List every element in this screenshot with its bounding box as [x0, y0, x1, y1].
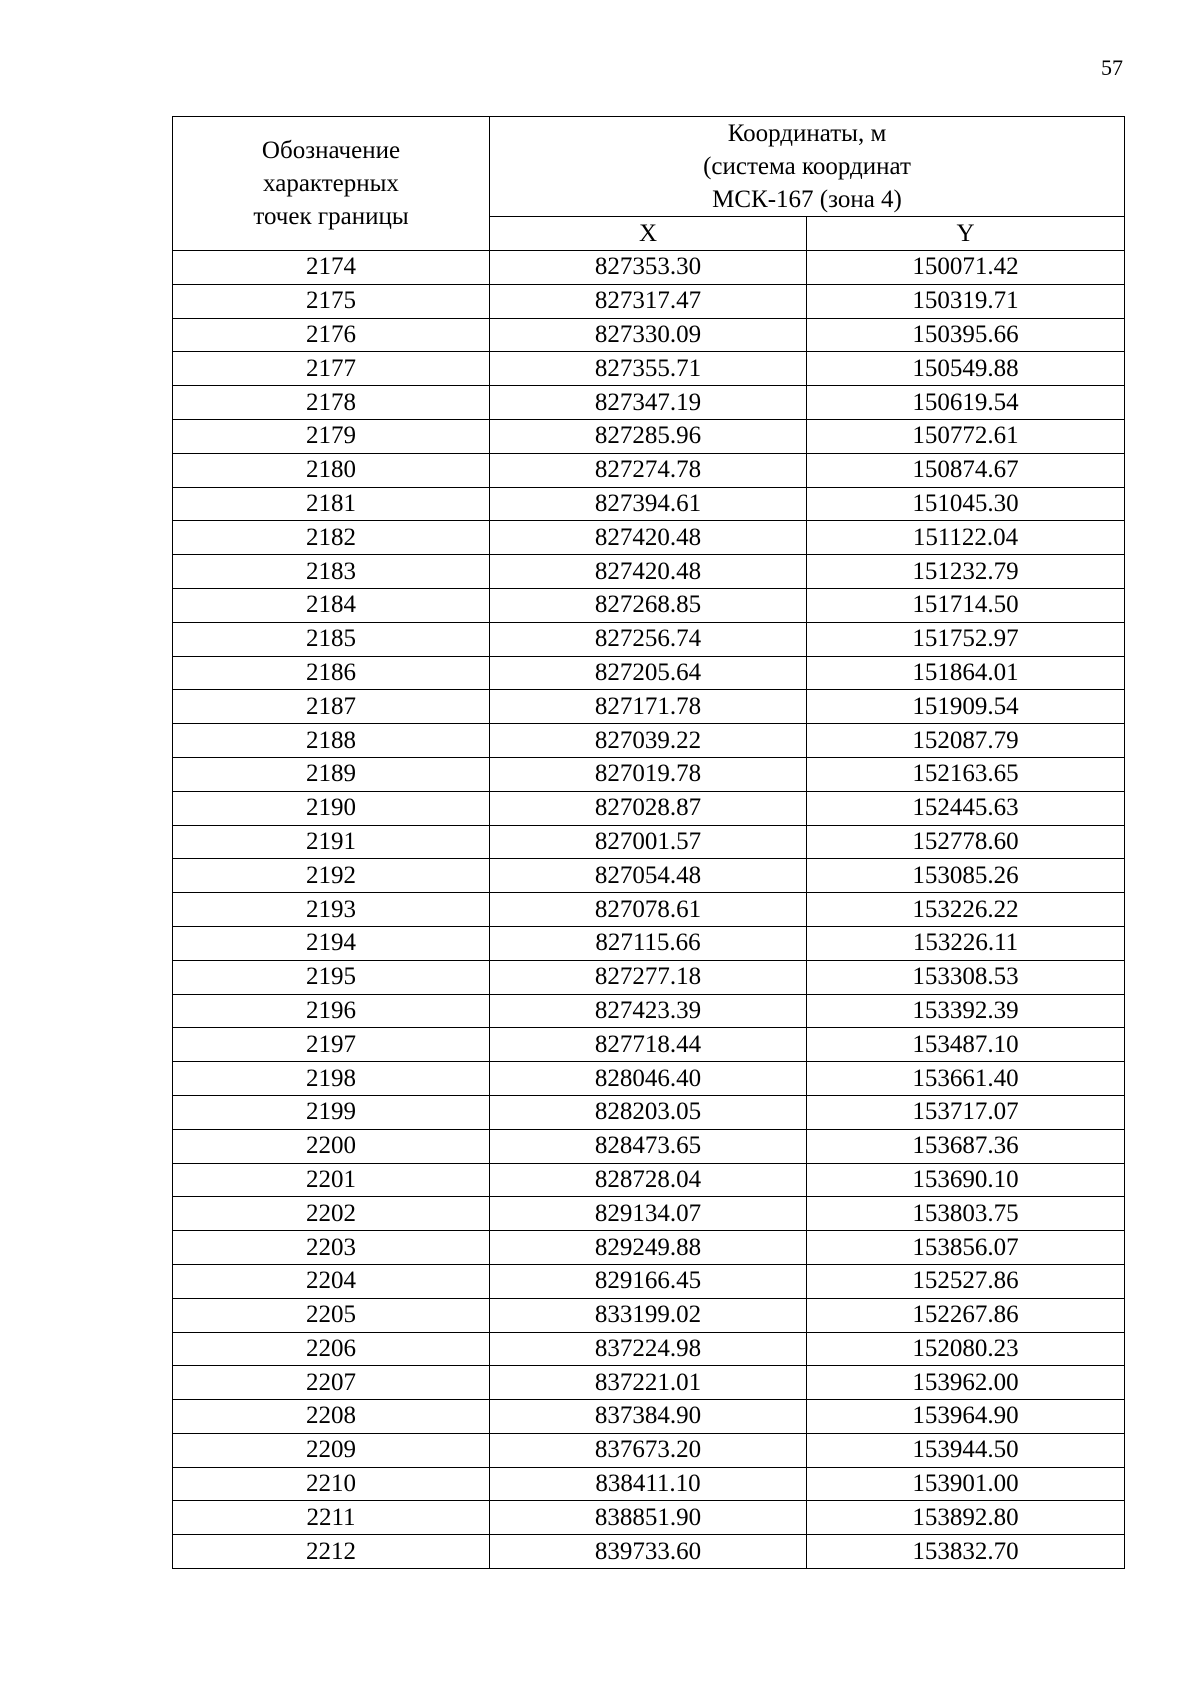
point-number-cell: 2201 — [173, 1163, 490, 1197]
x-coordinate-cell: 827274.78 — [490, 453, 807, 487]
table-row — [173, 859, 1125, 893]
coords-header-line: МСК-167 (зона 4) — [712, 186, 902, 213]
y-coordinate-cell: 153308.53 — [807, 960, 1125, 994]
y-coordinate-cell: 150772.61 — [807, 419, 1125, 453]
x-coordinate-cell: 827317.47 — [490, 284, 807, 318]
y-coordinate-cell: 153962.00 — [807, 1366, 1125, 1400]
x-coordinate-cell: 837221.01 — [490, 1366, 807, 1400]
y-coordinate-cell: 153856.07 — [807, 1231, 1125, 1265]
point-number-cell: 2178 — [173, 386, 490, 420]
point-number-cell: 2194 — [173, 926, 490, 960]
point-header-line: Обозначение — [261, 137, 401, 164]
table-row — [173, 926, 1125, 960]
y-coordinate-cell: 153085.26 — [807, 859, 1125, 893]
y-column-header: Y — [807, 217, 1125, 251]
x-coordinate-cell: 827078.61 — [490, 893, 807, 927]
point-number-cell: 2182 — [173, 521, 490, 555]
x-coordinate-cell: 837673.20 — [490, 1433, 807, 1467]
y-coordinate-cell: 151714.50 — [807, 588, 1125, 622]
x-coordinate-cell: 838411.10 — [490, 1467, 807, 1501]
table-row — [173, 352, 1125, 386]
point-number-cell: 2209 — [173, 1433, 490, 1467]
point-number-cell: 2189 — [173, 757, 490, 791]
coords-header-line: (система координат — [703, 153, 911, 180]
x-coordinate-cell: 827001.57 — [490, 825, 807, 859]
y-coordinate-cell: 150549.88 — [807, 352, 1125, 386]
point-number-cell: 2195 — [173, 960, 490, 994]
x-coordinate-cell: 828203.05 — [490, 1095, 807, 1129]
table-row — [173, 284, 1125, 318]
point-number-cell: 2185 — [173, 622, 490, 656]
table-header — [173, 117, 1125, 251]
point-number-cell: 2197 — [173, 1028, 490, 1062]
table-row — [173, 1467, 1125, 1501]
table-row — [173, 487, 1125, 521]
point-number-cell: 2203 — [173, 1231, 490, 1265]
point-number-cell: 2205 — [173, 1298, 490, 1332]
y-coordinate-cell: 152163.65 — [807, 757, 1125, 791]
point-number-cell: 2180 — [173, 453, 490, 487]
y-coordinate-cell: 151752.97 — [807, 622, 1125, 656]
x-coordinate-cell: 827268.85 — [490, 588, 807, 622]
table-row — [173, 419, 1125, 453]
x-coordinate-cell: 827420.48 — [490, 521, 807, 555]
y-coordinate-cell: 152778.60 — [807, 825, 1125, 859]
x-coordinate-cell: 827115.66 — [490, 926, 807, 960]
point-number-cell: 2177 — [173, 352, 490, 386]
table-row — [173, 1129, 1125, 1163]
table-row — [173, 1298, 1125, 1332]
y-coordinate-cell: 153717.07 — [807, 1095, 1125, 1129]
point-designation-header — [173, 117, 490, 251]
y-coordinate-cell: 153661.40 — [807, 1062, 1125, 1096]
table-row — [173, 453, 1125, 487]
x-coordinate-cell: 827019.78 — [490, 757, 807, 791]
point-number-cell: 2210 — [173, 1467, 490, 1501]
y-coordinate-cell: 153832.70 — [807, 1535, 1125, 1569]
y-coordinate-cell: 153690.10 — [807, 1163, 1125, 1197]
point-number-cell: 2196 — [173, 994, 490, 1028]
point-number-cell: 2198 — [173, 1062, 490, 1096]
point-header-line: характерных — [263, 170, 399, 197]
point-number-cell: 2183 — [173, 555, 490, 589]
y-coordinate-cell: 151045.30 — [807, 487, 1125, 521]
table-row — [173, 588, 1125, 622]
point-number-cell: 2186 — [173, 656, 490, 690]
point-number-cell: 2184 — [173, 588, 490, 622]
table-row — [173, 251, 1125, 285]
table-row — [173, 1501, 1125, 1535]
x-coordinate-cell: 827353.30 — [490, 251, 807, 285]
y-coordinate-cell: 151122.04 — [807, 521, 1125, 555]
table-row — [173, 893, 1125, 927]
x-coordinate-cell: 829249.88 — [490, 1231, 807, 1265]
x-coordinate-cell: 827039.22 — [490, 724, 807, 758]
y-coordinate-cell: 153944.50 — [807, 1433, 1125, 1467]
y-coordinate-cell: 153803.75 — [807, 1197, 1125, 1231]
table-row — [173, 757, 1125, 791]
table-row — [173, 1028, 1125, 1062]
y-coordinate-cell: 150071.42 — [807, 251, 1125, 285]
y-coordinate-cell: 153226.22 — [807, 893, 1125, 927]
x-coordinate-cell: 828728.04 — [490, 1163, 807, 1197]
table-row — [173, 1197, 1125, 1231]
x-coordinate-cell: 828473.65 — [490, 1129, 807, 1163]
point-number-cell: 2192 — [173, 859, 490, 893]
page-number: 57 — [1101, 55, 1123, 80]
x-coordinate-cell: 829166.45 — [490, 1264, 807, 1298]
point-number-cell: 2191 — [173, 825, 490, 859]
table-row — [173, 825, 1125, 859]
y-coordinate-cell: 153892.80 — [807, 1501, 1125, 1535]
point-number-cell: 2179 — [173, 419, 490, 453]
x-coordinate-cell: 827394.61 — [490, 487, 807, 521]
x-coordinate-cell: 827256.74 — [490, 622, 807, 656]
table-row — [173, 1264, 1125, 1298]
x-column-header: X — [490, 217, 807, 251]
table-row — [173, 521, 1125, 555]
x-coordinate-cell: 839733.60 — [490, 1535, 807, 1569]
x-coordinate-cell: 837384.90 — [490, 1400, 807, 1434]
table-row — [173, 1163, 1125, 1197]
table-row — [173, 555, 1125, 589]
y-coordinate-cell: 152445.63 — [807, 791, 1125, 825]
coordinates-header — [490, 117, 1125, 217]
y-coordinate-cell: 150874.67 — [807, 453, 1125, 487]
x-coordinate-cell: 833199.02 — [490, 1298, 807, 1332]
point-number-cell: 2211 — [173, 1501, 490, 1535]
table-row — [173, 656, 1125, 690]
x-coordinate-cell: 827205.64 — [490, 656, 807, 690]
x-coordinate-cell: 827028.87 — [490, 791, 807, 825]
y-coordinate-cell: 152087.79 — [807, 724, 1125, 758]
y-coordinate-cell: 153687.36 — [807, 1129, 1125, 1163]
table-row — [173, 1366, 1125, 1400]
table-row — [173, 1062, 1125, 1096]
table-row — [173, 386, 1125, 420]
point-number-cell: 2208 — [173, 1400, 490, 1434]
table-row — [173, 791, 1125, 825]
x-coordinate-cell: 827054.48 — [490, 859, 807, 893]
table-body — [173, 251, 1125, 1569]
table-row — [173, 1332, 1125, 1366]
x-coordinate-cell: 829134.07 — [490, 1197, 807, 1231]
point-number-cell: 2204 — [173, 1264, 490, 1298]
y-coordinate-cell: 151864.01 — [807, 656, 1125, 690]
x-coordinate-cell: 837224.98 — [490, 1332, 807, 1366]
y-coordinate-cell: 150319.71 — [807, 284, 1125, 318]
x-coordinate-cell: 827277.18 — [490, 960, 807, 994]
table-row — [173, 690, 1125, 724]
coords-header-line: Координаты, м — [727, 120, 887, 147]
y-coordinate-cell: 151232.79 — [807, 555, 1125, 589]
y-coordinate-cell: 153901.00 — [807, 1467, 1125, 1501]
y-coordinate-cell: 153964.90 — [807, 1400, 1125, 1434]
point-number-cell: 2188 — [173, 724, 490, 758]
y-coordinate-cell: 152267.86 — [807, 1298, 1125, 1332]
point-number-cell: 2206 — [173, 1332, 490, 1366]
x-coordinate-cell: 827420.48 — [490, 555, 807, 589]
coordinates-table — [172, 116, 1125, 1569]
y-coordinate-cell: 153392.39 — [807, 994, 1125, 1028]
point-number-cell: 2174 — [173, 251, 490, 285]
y-coordinate-cell: 152080.23 — [807, 1332, 1125, 1366]
table-row — [173, 1231, 1125, 1265]
x-coordinate-cell: 828046.40 — [490, 1062, 807, 1096]
table-row — [173, 724, 1125, 758]
table-row — [173, 960, 1125, 994]
x-coordinate-cell: 827347.19 — [490, 386, 807, 420]
point-number-cell: 2190 — [173, 791, 490, 825]
table-row — [173, 1535, 1125, 1569]
point-number-cell: 2176 — [173, 318, 490, 352]
x-coordinate-cell: 827330.09 — [490, 318, 807, 352]
table-row — [173, 1400, 1125, 1434]
y-coordinate-cell: 153226.11 — [807, 926, 1125, 960]
table-row — [173, 1095, 1125, 1129]
table-row — [173, 994, 1125, 1028]
x-coordinate-cell: 838851.90 — [490, 1501, 807, 1535]
point-number-cell: 2202 — [173, 1197, 490, 1231]
point-number-cell: 2212 — [173, 1535, 490, 1569]
point-number-cell: 2175 — [173, 284, 490, 318]
y-coordinate-cell: 151909.54 — [807, 690, 1125, 724]
table-row — [173, 622, 1125, 656]
point-number-cell: 2193 — [173, 893, 490, 927]
x-coordinate-cell: 827718.44 — [490, 1028, 807, 1062]
point-number-cell: 2200 — [173, 1129, 490, 1163]
x-coordinate-cell: 827171.78 — [490, 690, 807, 724]
y-coordinate-cell: 150619.54 — [807, 386, 1125, 420]
x-coordinate-cell: 827423.39 — [490, 994, 807, 1028]
point-number-cell: 2207 — [173, 1366, 490, 1400]
table-row — [173, 318, 1125, 352]
point-number-cell: 2199 — [173, 1095, 490, 1129]
point-header-line: точек границы — [253, 203, 409, 230]
table-row — [173, 1433, 1125, 1467]
y-coordinate-cell: 153487.10 — [807, 1028, 1125, 1062]
y-coordinate-cell: 150395.66 — [807, 318, 1125, 352]
point-number-cell: 2187 — [173, 690, 490, 724]
x-coordinate-cell: 827285.96 — [490, 419, 807, 453]
y-coordinate-cell: 152527.86 — [807, 1264, 1125, 1298]
point-number-cell: 2181 — [173, 487, 490, 521]
x-coordinate-cell: 827355.71 — [490, 352, 807, 386]
